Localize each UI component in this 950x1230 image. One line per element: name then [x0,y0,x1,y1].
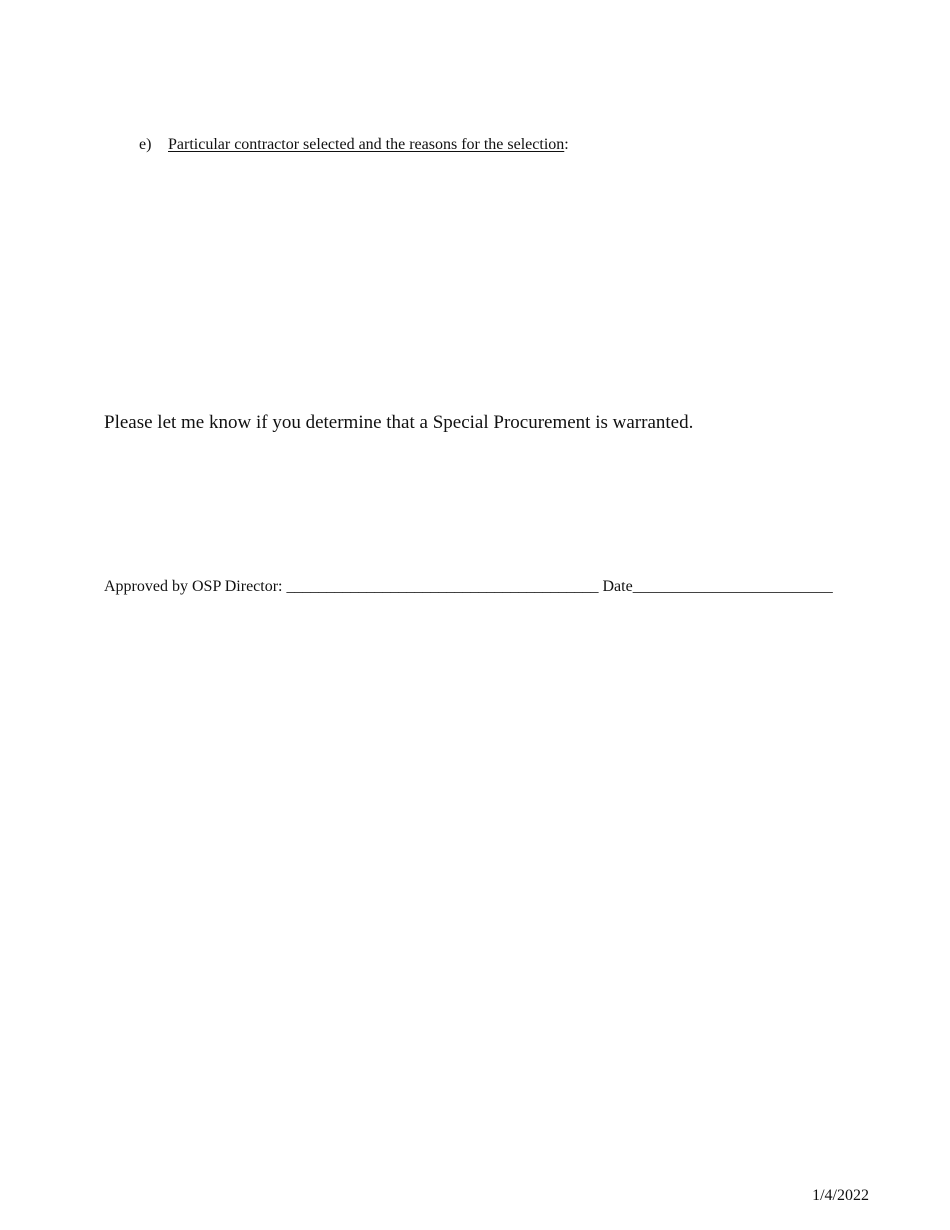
date-blank: _________________________ [632,578,833,595]
request-paragraph: Please let me know if you determine that a Special Procurement is warranted. [104,412,694,433]
approval-label: Approved by OSP Director: [104,578,283,595]
section-heading: Particular contractor selected and the reasons for the selection [168,136,565,153]
signature-blank: _______________________________________ [286,578,599,595]
list-marker: e) [139,136,152,153]
heading-colon: : [564,136,569,153]
list-item-e [139,135,569,155]
date-label: Date [602,578,633,595]
footer-date: 1/4/2022 [812,1187,869,1204]
approval-line [104,577,833,597]
